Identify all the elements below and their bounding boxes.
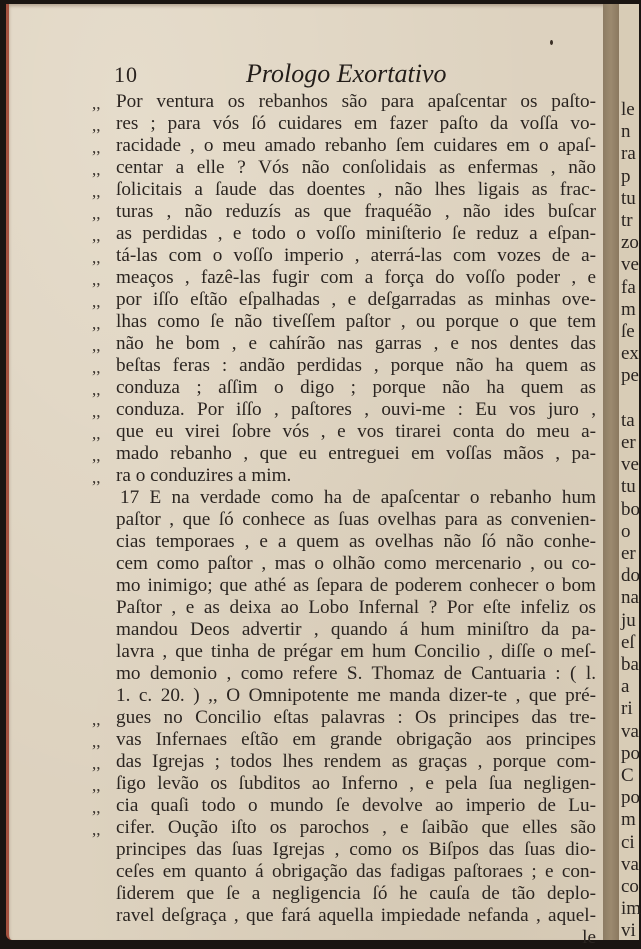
facing-page-fragment: le (621, 99, 635, 120)
quote-mark: ,, (92, 732, 101, 751)
text-line (92, 179, 604, 201)
facing-page-fragment: ra (621, 143, 636, 165)
facing-page-fragment: ba (621, 654, 639, 675)
line-text: centar a elle ? Vós não conſolidais as enfermas , não (116, 157, 596, 178)
line-text: mandou Deos advertir , quando á hum miniſtro da pa- (116, 619, 596, 640)
line-text: cifer. Oução iſto os parochos , e ſaibão que elles são (116, 817, 596, 838)
line-text: ra o conduzires a mim. (116, 465, 292, 486)
quote-mark: ,, (92, 94, 101, 113)
quote-mark: ,, (92, 248, 101, 267)
facing-page-fragment: fa (621, 276, 636, 298)
quote-mark: ,, (92, 754, 101, 773)
facing-page-fragment: C (621, 765, 634, 786)
text-line (92, 157, 604, 179)
line-text: conduza. Por iſſo , paſtores , ouvi-me : Eu vos juro , (116, 399, 596, 420)
text-line (92, 883, 604, 905)
quote-mark: ,, (92, 820, 101, 839)
facing-page-fragment: na (621, 587, 639, 609)
facing-page-fragment: do (621, 565, 640, 587)
text-line (92, 663, 604, 685)
line-text: ravel deſgraça , que fará aquella impiedade nefanda , aquel- (116, 905, 596, 926)
facing-page-fragment: va (621, 720, 639, 742)
quote-mark: ,, (92, 160, 101, 179)
text-line (92, 597, 604, 619)
facing-page-fragment: ex (621, 343, 639, 365)
line-text: lhas como ſe não tiveſſem paſtor , ou porque o que tem (116, 311, 596, 332)
quote-mark: ,, (92, 270, 101, 289)
line-text: conduza ; aſſim o digo ; porque não ha quem as (116, 377, 596, 398)
text-line (92, 641, 604, 663)
catchword-line (92, 927, 604, 949)
text-line (92, 333, 604, 355)
body-text (92, 91, 604, 949)
facing-page-fragment: pe (621, 365, 639, 387)
facing-page-fragment: ju (621, 609, 636, 631)
facing-page-fragment: po (621, 787, 640, 809)
text-line (92, 377, 604, 399)
line-text: beſtas feras : andão perdidas , porque não ha quem as (116, 355, 596, 376)
line-text: principes das ſuas Igrejas , como os Biſpos das ſuas dio- (116, 839, 596, 860)
text-line (92, 685, 604, 707)
line-text: não he bom , e cahírão nas garras , e nos dentes das (116, 333, 596, 354)
text-line (92, 267, 604, 289)
line-text: paſtor , que ſó conhece as ſuas ovelhas para as convenien- (116, 509, 596, 530)
line-text: 17 E na verdade como ha de apaſcentar o rebanho hum (120, 487, 596, 508)
ink-spot (550, 40, 553, 45)
line-text: Paſtor , e as deixa ao Lobo Infernal ? Por eſte infeliz os (116, 597, 596, 618)
text-line (92, 421, 604, 443)
line-text: 1. c. 20. ) ,, O Omnipotente me manda dizer-te , que pré- (116, 685, 596, 706)
page-number: 10 (114, 62, 138, 87)
quote-mark: ,, (92, 798, 101, 817)
line-text: mo demonio , como refere S. Thomaz de Cantuaria : ( l. (116, 663, 596, 684)
text-line (92, 223, 604, 245)
text-line (92, 135, 604, 157)
text-line (92, 355, 604, 377)
facing-page-fragment: ve (621, 254, 639, 276)
facing-page-fragment: er (621, 543, 636, 564)
text-line (92, 399, 604, 421)
text-line (92, 619, 604, 641)
facing-page-fragment: va (621, 853, 639, 875)
facing-page-fragment: bo (621, 498, 640, 520)
text-line (92, 509, 604, 531)
line-text: lavra , que tinha de prégar em hum Concilio , diſſe o meſ- (116, 641, 596, 662)
line-text: turas , não reduzís as que fraquéão , não ides buſcar (116, 201, 596, 222)
text-line (92, 443, 604, 465)
line-text: das Igrejas ; todos lhes rendem as graças , porque com- (116, 751, 596, 772)
quote-mark: ,, (92, 336, 101, 355)
text-line (92, 575, 604, 597)
line-text: cias temporaes , e a quem as ovelhas não ſó não conhe- (116, 531, 596, 552)
facing-page-fragment: ri (621, 698, 633, 720)
text-line (92, 861, 604, 883)
facing-page-fragment: ta (621, 409, 635, 431)
facing-page-fragment: zo (621, 232, 639, 254)
facing-page-fragment: tu (621, 187, 636, 209)
quote-mark: ,, (92, 314, 101, 333)
facing-page-fragment: vi (621, 920, 636, 942)
line-text: res ; para vós ſó cuidares em fazer paſto da voſſa vo- (116, 113, 596, 134)
text-line (92, 817, 604, 839)
text-line (92, 91, 604, 113)
text-line (92, 729, 604, 751)
quote-mark: ,, (92, 358, 101, 377)
facing-page-fragment: a (621, 676, 630, 698)
facing-page-fragment: ſe (621, 321, 635, 342)
line-text: mo inimigo; que athé as ſepara de poderem conhecer o bom (116, 575, 596, 596)
catchword: le (582, 927, 596, 948)
quote-mark: ,, (92, 402, 101, 421)
quote-mark: ,, (92, 446, 101, 465)
quote-mark: ,, (92, 776, 101, 795)
text-line (92, 289, 604, 311)
line-text: ſolicitais a ſaude das doentes , não lhes ligais as frac- (116, 179, 596, 200)
line-text: cia quaſi todo o mundo ſe devolve ao imperio de Lu- (116, 795, 596, 816)
quote-mark: ,, (92, 226, 101, 245)
text-line (92, 465, 604, 487)
line-text: ſigo levão os ſubditos ao Inferno , e pela ſua negligen- (116, 773, 596, 794)
line-text: gues no Concilio eſtas palavras : Os principes das tre- (116, 707, 596, 728)
text-line (92, 201, 604, 223)
line-text: as perdidas , e todo o voſſo miniſterio ſe reduz a eſpan- (116, 223, 596, 244)
facing-page-fragment: tr (621, 210, 633, 231)
facing-page-fragment: tu (621, 476, 636, 498)
text-line (92, 839, 604, 861)
text-line (92, 531, 604, 553)
facing-page-fragment: p (621, 165, 631, 187)
facing-page-fragment: n (621, 121, 631, 143)
text-line (92, 553, 604, 575)
facing-page-fragment: m (621, 809, 636, 831)
facing-page-fragment: eſ (621, 631, 635, 653)
quote-mark: ,, (92, 138, 101, 157)
text-line (92, 245, 604, 267)
facing-page-fragment: im (621, 898, 641, 920)
quote-mark: ,, (92, 116, 101, 135)
line-text: ſiderem que ſe a negligencia ſó he cauſa de tão deplo- (116, 883, 596, 904)
line-text: meaços , fazê-las fugir com a força do voſſo poder , e (116, 267, 596, 288)
line-text: por iſſo eſtão eſpalhadas , e deſgarradas as minhas ove- (116, 289, 596, 310)
text-line (92, 795, 604, 817)
quote-mark: ,, (92, 710, 101, 729)
text-line (92, 311, 604, 333)
line-text: ceſes em quanto á obrigação das fadigas paſtoraes ; e con- (116, 861, 596, 882)
facing-page-fragment: co (621, 876, 639, 897)
quote-mark: ,, (92, 182, 101, 201)
line-text: vas Infernaes eſtão em grande obrigação aos principes (116, 729, 596, 750)
quote-mark: ,, (92, 204, 101, 223)
line-text: mado rebanho , que eu entreguei em voſſas mãos , pa- (116, 443, 596, 464)
facing-page-fragment: ve (621, 454, 639, 476)
facing-page-edge (619, 4, 639, 940)
facing-page-fragment: ci (621, 831, 635, 853)
facing-page-fragment: o (621, 520, 631, 542)
quote-mark: ,, (92, 424, 101, 443)
text-line (92, 773, 604, 795)
quote-mark: ,, (92, 468, 101, 487)
text-line (92, 487, 604, 509)
page-header (110, 60, 600, 92)
facing-page-fragment: m (621, 298, 636, 320)
line-text: racidade , o meu amado rebanho ſem cuidares em o apaſ- (116, 135, 596, 156)
text-line (92, 707, 604, 729)
line-text: Por ventura os rebanhos são para apaſcentar os paſto- (116, 91, 596, 112)
book-gutter (603, 4, 619, 940)
facing-page-fragment: po (621, 742, 640, 764)
text-line (92, 113, 604, 135)
line-text: cem como paſtor , mas o olhão como mercenario , ou co- (116, 553, 596, 574)
line-text: que eu virei ſobre vós , e vos tirarei conta do meu a- (116, 421, 596, 442)
line-text: tá-las com o voſſo imperio , aterrá-las com vozes de a- (116, 245, 596, 266)
facing-page-fragment: er (621, 432, 636, 453)
text-line (92, 905, 604, 927)
running-title: Prologo Exortativo (246, 59, 447, 88)
quote-mark: ,, (92, 292, 101, 311)
text-line (92, 751, 604, 773)
quote-mark: ,, (92, 380, 101, 399)
